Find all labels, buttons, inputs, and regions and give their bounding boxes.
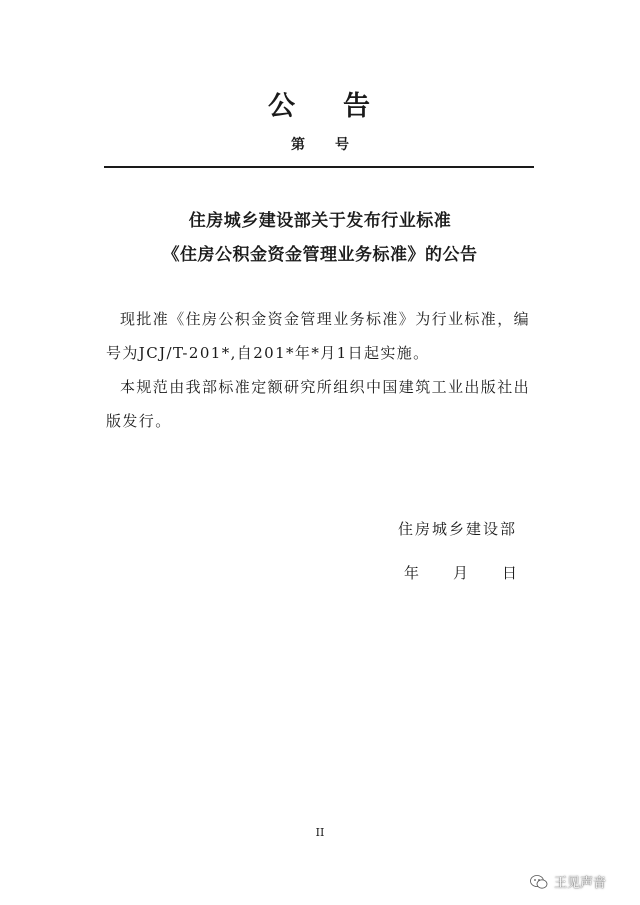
watermark <box>530 872 606 891</box>
number-suffix: 号 <box>335 137 349 153</box>
title-char-1: 公 <box>268 91 297 122</box>
header-divider <box>104 166 534 168</box>
notice-title <box>0 84 640 123</box>
document-number <box>0 134 640 154</box>
watermark-text: 王见声音 <box>554 876 607 891</box>
issue-date <box>404 562 517 583</box>
body-paragraph-2-line-1: 本规范由我部标准定额研究所组织中国建筑工业出版社出 <box>120 378 531 396</box>
heading-line-2: 《住房公积金资金管理业务标准》的公告 <box>162 245 478 265</box>
page-number: II <box>315 826 325 839</box>
body-paragraph-2-line-2: 版发行。 <box>106 412 172 430</box>
title-char-2: 告 <box>343 91 372 122</box>
date-month: 月 <box>453 564 469 582</box>
number-prefix: 第 <box>291 137 305 153</box>
date-year: 年 <box>404 564 420 582</box>
body-paragraph-1-line-1: 现批准《住房公积金资金管理业务标准》为行业标准，编 <box>120 310 531 328</box>
date-day: 日 <box>502 564 518 582</box>
body-paragraph-1-line-2: 号为JCJ/T-201*,自201*年*月1日起实施。 <box>106 344 430 362</box>
heading-line-1: 住房城乡建设部关于发布行业标准 <box>188 211 452 231</box>
wechat-icon <box>530 874 548 890</box>
issuing-authority: 住房城乡建设部 <box>398 520 518 538</box>
